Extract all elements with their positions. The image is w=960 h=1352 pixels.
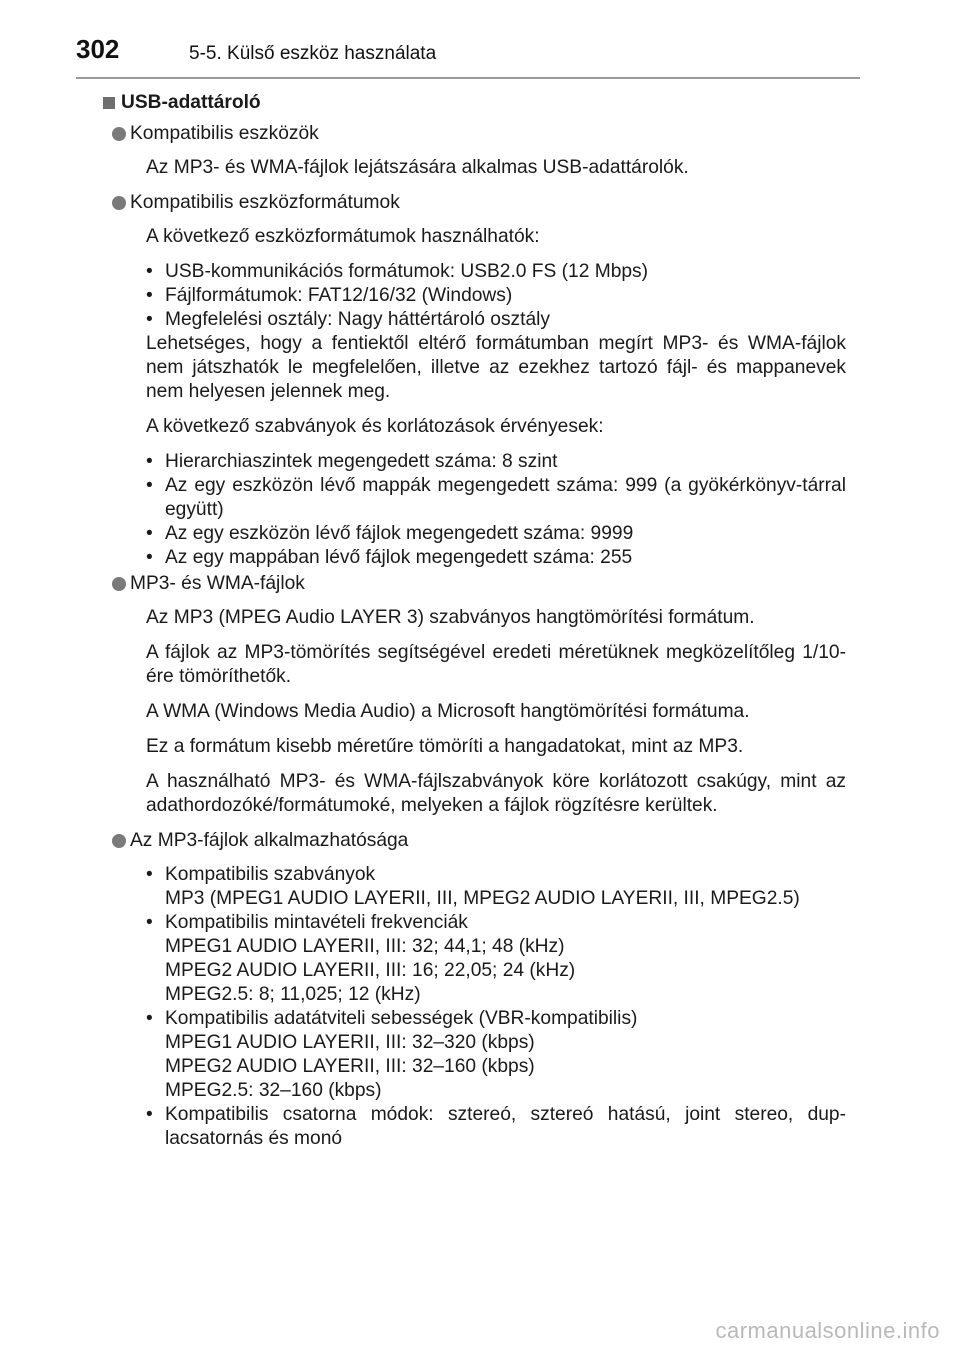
item-detail: MPEG1 AUDIO LAYERII, III: 32; 44,1; 48 (kHz) [165, 936, 565, 957]
bullet-list [146, 450, 846, 570]
paragraph: A következő szabványok és korlátozások érvényesek: [146, 416, 604, 437]
list-item: • USB-kommunikációs formátumok: USB2.0 FS (12 Mbps) [146, 260, 846, 284]
list-item: • Az egy mappában lévő fájlok megengedett száma: 255 [146, 546, 846, 570]
watermark: carmanualsonline.info [715, 1318, 940, 1343]
list-item [146, 1103, 846, 1151]
item-detail: MPEG2 AUDIO LAYERII, III: 32–160 (kbps) [165, 1056, 535, 1077]
circle-bullet-icon [112, 127, 126, 141]
paragraph: Az MP3- és WMA-fájlok lejátszására alkalmas USB-adattárolók. [146, 157, 689, 178]
item-label: • Kompatibilis csatorna módok: sztereó, sztereó hatású, joint stereo, dup-lacsatornás és monó [165, 1104, 846, 1149]
subheading-text: Az MP3-fájlok alkalmazhatósága [130, 830, 409, 851]
item-detail: MPEG2.5: 32–160 (kbps) [165, 1080, 382, 1101]
list-item: • Hierarchiaszintek megengedett száma: 8 szint [146, 450, 846, 474]
paragraph: Ez a formátum kisebb méretűre tömöríti a hangadatokat, mint az MP3. [146, 736, 744, 757]
subheading-device-formats [100, 191, 846, 215]
list-item: • Fájlformátumok: FAT12/16/32 (Windows) [146, 284, 846, 308]
paragraph: A fájlok az MP3-tömörítés segítségével eredeti méretüknek megközelítőleg 1/10-ére tömöríthetők. [146, 642, 846, 687]
item-detail: MP3 (MPEG1 AUDIO LAYERII, III, MPEG2 AUDIO LAYERII, III, MPEG2.5) [165, 888, 800, 909]
paragraph: A következő eszközformátumok használhatók: [146, 226, 540, 247]
paragraph: Lehetséges, hogy a fentiektől eltérő formátumban megírt MP3- és WMA-fájlok nem játszhatók le megfelelően, illetve az ezekhez tartozó fájl- és mappanevek nem helyesen jelennek meg. [146, 333, 846, 402]
paragraph: A WMA (Windows Media Audio) a Microsoft hangtömörítési formátuma. [146, 701, 750, 722]
list-item [146, 911, 846, 1007]
list-item: • Az egy eszközön lévő mappák megengedett száma: 999 (a gyökérkönyv-tárral együtt) [146, 474, 846, 522]
subheading-text: Kompatibilis eszközök [130, 123, 319, 144]
page-content [100, 91, 846, 1161]
circle-bullet-icon [112, 834, 126, 848]
subheading-text: MP3- és WMA-fájlok [130, 573, 305, 594]
section-title: 5-5. Külső eszköz használata [189, 43, 437, 64]
item-label: • Kompatibilis szabványok [165, 864, 376, 885]
paragraph: Az MP3 (MPEG Audio LAYER 3) szabványos hangtömörítési formátum. [146, 607, 755, 628]
heading-text: USB-adattároló [121, 92, 261, 113]
square-bullet-icon [103, 97, 115, 109]
list-item: • Megfelelési osztály: Nagy háttértároló osztály [146, 308, 846, 332]
subheading-text: Kompatibilis eszközformátumok [130, 192, 400, 213]
page-number: 302 [76, 34, 120, 64]
item-detail: MPEG2 AUDIO LAYERII, III: 16; 22,05; 24 (kHz) [165, 960, 576, 981]
circle-bullet-icon [112, 577, 126, 591]
item-label: • Kompatibilis adatátviteli sebességek (VBR-kompatibilis) [165, 1008, 638, 1029]
heading-usb-storage [100, 91, 846, 115]
subheading-mp3-wma-files [100, 572, 846, 596]
bullet-list [146, 260, 846, 332]
subheading-compatible-devices [100, 122, 846, 146]
item-detail: MPEG1 AUDIO LAYERII, III: 32–320 (kbps) [165, 1032, 535, 1053]
list-item [146, 863, 846, 911]
header-divider [76, 77, 860, 79]
circle-bullet-icon [112, 196, 126, 210]
item-label: • Kompatibilis mintavételi frekvenciák [165, 912, 468, 933]
list-item [146, 1007, 846, 1103]
bullet-list [146, 863, 846, 1151]
paragraph: A használható MP3- és WMA-fájlszabványok köre korlátozott csakúgy, mint az adathordozóké/formátumoké, melyeken a fájlok rögzítésre kerültek. [146, 771, 846, 816]
subheading-mp3-applicability [100, 829, 846, 853]
item-detail: MPEG2.5: 8; 11,025; 12 (kHz) [165, 984, 421, 1005]
list-item: • Az egy eszközön lévő fájlok megengedett száma: 9999 [146, 522, 846, 546]
